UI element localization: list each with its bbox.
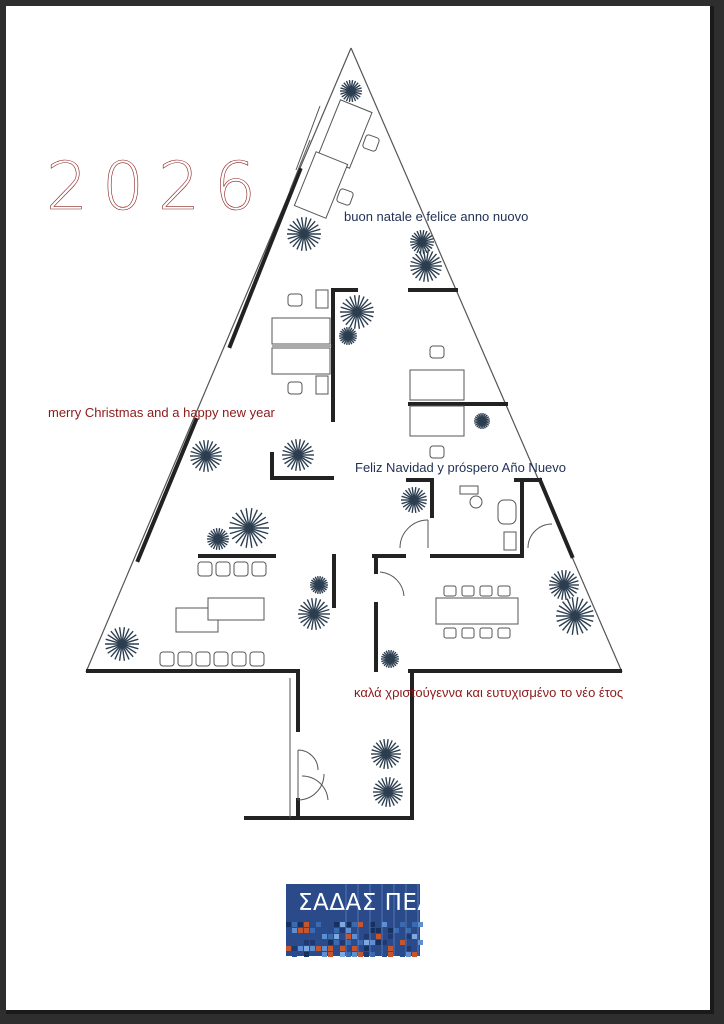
plant-icon [190,440,222,472]
doors [298,520,552,800]
logo-text: ΣΑΔΑΣ ΠΕΑ [298,890,434,916]
plant-icon [410,250,442,282]
plant-icon [549,570,579,600]
plant-icon [310,576,328,594]
plant-icon [298,598,330,630]
plant-icon [556,597,594,635]
plant-icon [339,327,357,345]
plant-icon [282,439,314,471]
plant-icon [207,528,229,550]
greeting-italian: buon natale e felice anno nuovo [344,209,529,224]
plant-icon [373,777,403,807]
plant-icon [105,627,139,661]
plant-icon [410,230,434,254]
plant-icon [229,508,269,548]
greeting-greek: καλά χριστούγεννα και ευτυχισμένο το νέο έτος [354,685,624,700]
walls [88,170,620,818]
plant-icon [371,739,401,769]
logo [286,884,434,956]
plant-icon [340,80,362,102]
year-heading: 2026 [46,148,270,225]
greeting-english: merry Christmas and a happy new year [48,405,275,420]
plant-icon [401,487,427,513]
greeting-spanish: Feliz Navidad y próspero Año Nuevo [355,460,567,475]
plant-icon [287,217,321,251]
plant-icon [381,650,399,668]
plant-icon [474,413,490,429]
plant-icon [340,295,374,329]
